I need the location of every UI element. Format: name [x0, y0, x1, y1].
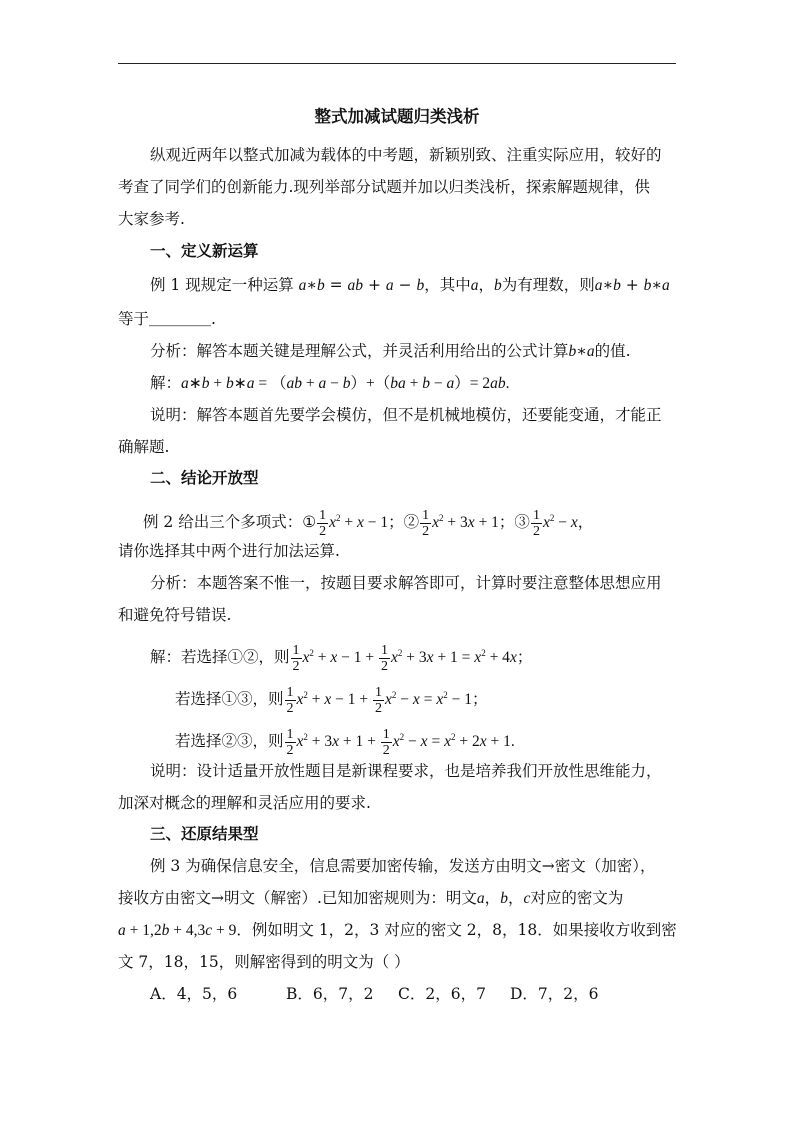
example-1-cont: 等于＿＿＿＿. — [118, 310, 216, 328]
example-3-line-2: 接收方由密文→明文（解密）.已知加密规则为：明文a，b，c对应的密文为 — [118, 889, 624, 907]
analysis-2-line-1: 分析：本题答案不惟一，按题目要求解答即可，计算时要注意整体思想应用 — [150, 574, 662, 592]
section-3-heading: 三、还原结果型 — [150, 824, 259, 843]
intro-line-1: 纵观近两年以整式加减为载体的中考题，新颖别致、注重实际应用，较好的 — [150, 146, 662, 164]
analysis-2-line-2: 和避免符号错误. — [118, 606, 232, 624]
solution-2-case-3: 若选择②③，则 $\frac{1}{2}$ $x^2 + 3x + 1$ + $\frac{1}{2}$ $x^2 - x = x^2 + 2x + 1$. — [175, 726, 515, 758]
header-rule — [118, 63, 676, 64]
example-3-line-4: 文 7，18，15，则解密得到的明文为（ ） — [118, 953, 410, 971]
intro-line-3: 大家参考. — [118, 210, 185, 228]
note-2-line-1: 说明：设计适量开放性题目是新课程要求，也是培养我们开放性思维能力， — [150, 762, 662, 780]
section-2-heading: 二、结论开放型 — [150, 468, 259, 487]
option-b: B．6，7，2 — [286, 985, 374, 1003]
example-2-cont: 请你选择其中两个进行加法运算. — [118, 542, 340, 560]
section-1-heading: 一、定义新运算 — [150, 241, 259, 260]
example-1: 例 1 现规定一种运算 a∗b = ab + a − b，其中a，b为有理数，则a∗b + b∗a — [150, 276, 670, 294]
intro-line-2: 考查了同学们的创新能力.现列举部分试题并加以归类浅析，探索解题规律，供 — [118, 178, 650, 196]
example-3-line-3: a + 1,2b + 4,3c + 9．例如明文 1，2，3 对应的密文 2，8，18．如果接收方收到密 — [118, 921, 677, 939]
option-a: A．4，5，6 — [150, 985, 238, 1003]
solution-2-case-2: 若选择①③，则 $\frac{1}{2}$ $x^2 + x - 1$ + $\frac{1}{2}$ $x^2 - x = x^2 - 1$； — [175, 684, 488, 716]
note-2-line-2: 加深对概念的理解和灵活应用的要求. — [118, 794, 371, 812]
page-title: 整式加减试题归类浅析 — [314, 107, 480, 126]
solution-2-case-1: 解：若选择①②，则 $\frac{1}{2}$ $x^2 + x - 1$ + $\frac{1}{2}$ $x^2 + 3x + 1 = x^2 + 4x$； — [150, 642, 533, 674]
option-d: D．7，2，6 — [510, 985, 599, 1003]
example-3-line-1: 例 3 为确保信息安全，信息需要加密传输，发送方由明文→密文（加密）， — [150, 857, 656, 875]
example-2: 例 2 给出三个多项式：① $\frac{1}{2}$ $x^2 + x - 1$；② $\frac{1}{2}$ $x^2 + 3x + 1$；③ $\frac{1}{2}$ $x^2 - x$， — [143, 507, 594, 539]
option-c: C．2，6，7 — [398, 985, 486, 1003]
note-1-line-1: 说明：解答本题首先要学会模仿，但不是机械地模仿，还要能变通，才能正 — [150, 406, 662, 424]
analysis-1: 分析：解答本题关键是理解公式，并灵活利用给出的公式计算b∗a的值. — [150, 342, 631, 360]
note-1-line-2: 确解题. — [118, 438, 170, 456]
solution-1: 解：a∗b + b∗a = （ab + a − b）+（ba + b − a）= 2ab. — [150, 374, 510, 392]
